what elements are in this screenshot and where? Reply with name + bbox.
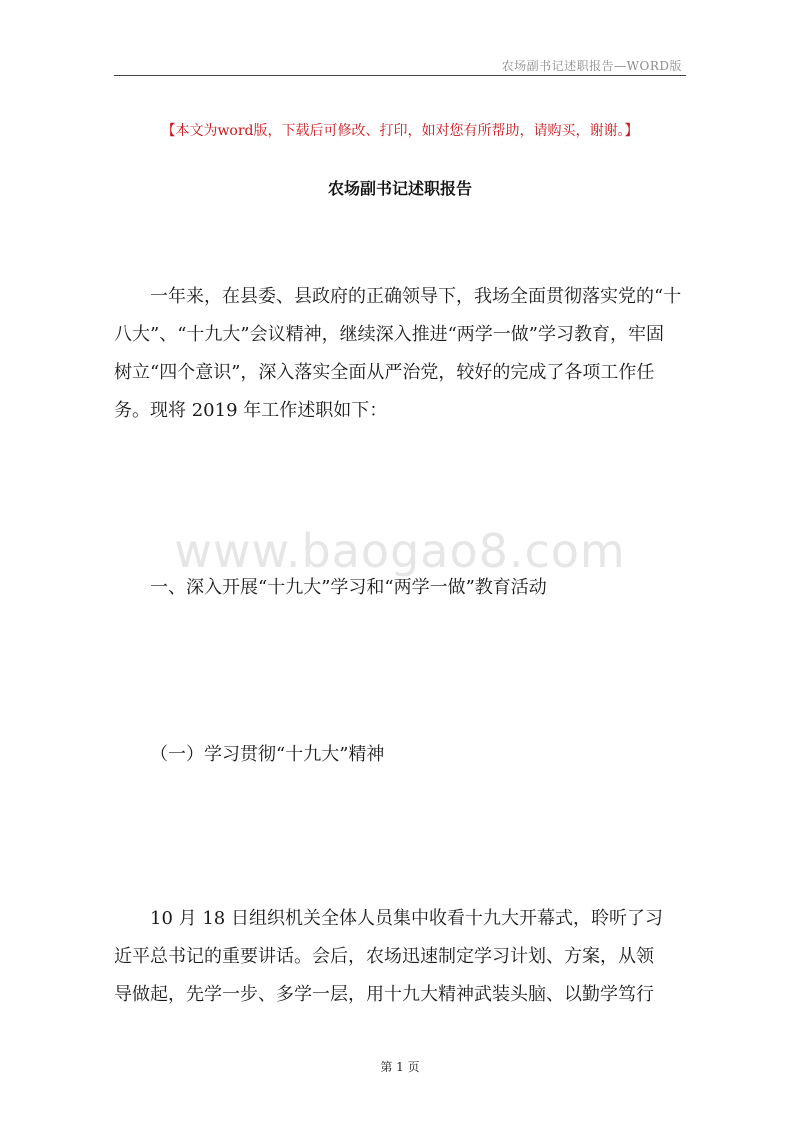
header-divider (114, 75, 686, 76)
watermark-text: www.baogao8.com (174, 524, 626, 578)
intro-paragraph (114, 278, 686, 430)
page-number: 第 1 页 (380, 1060, 420, 1074)
download-notice: 【本文为word版，下载后可修改、打印，如对您有所帮助，请购买，谢谢。】 (161, 123, 639, 139)
section-heading: 一、深入开展“十九大”学习和“两学一做”教育活动 (150, 577, 547, 598)
paragraph-line: 近平总书记的重要讲话。会后，农场迅速制定学习计划、方案，从领 (114, 946, 654, 967)
paragraph-line: 八大”、“十九大”会议精神，继续深入推进“两学一做”学习教育，牢固 (114, 324, 665, 345)
running-header: 农场副书记述职报告—WORD版 (501, 59, 682, 73)
paragraph-line: 导做起，先学一步、多学一层，用十九大精神武装头脑、以勤学笃行 (114, 984, 654, 1005)
paragraph-line: 务。现将 2019 年工作述职如下： (114, 400, 388, 421)
subsection-heading: （一）学习贯彻“十九大”精神 (150, 744, 385, 765)
paragraph-line: 10 月 18 日组织机关全体人员集中收看十九大开幕式，聆听了习 (150, 908, 663, 929)
paragraph-line: 树立“四个意识”，深入落实全面从严治党，较好的完成了各项工作任 (114, 362, 655, 383)
paragraph-line: 一年来，在县委、县政府的正确领导下，我场全面贯彻落实党的“十 (150, 286, 682, 307)
document-title: 农场副书记述职报告 (327, 179, 472, 198)
body-paragraph (114, 900, 686, 1014)
